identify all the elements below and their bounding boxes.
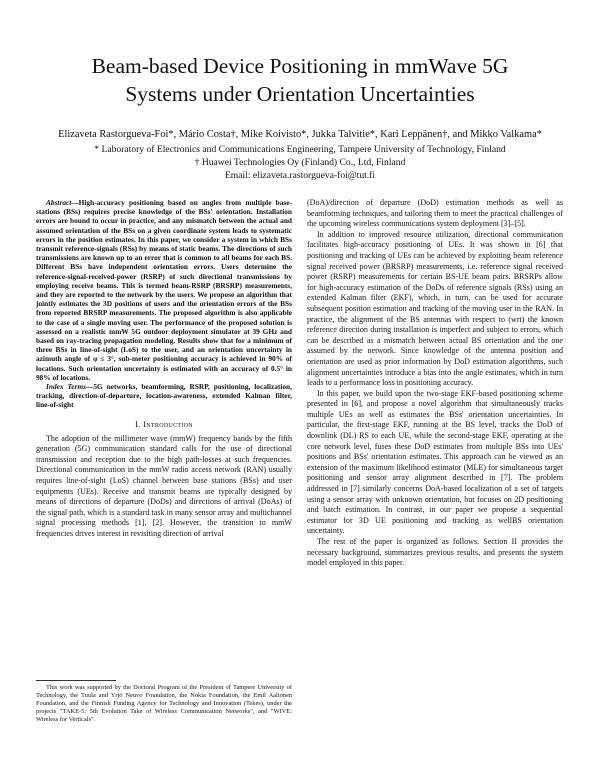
title-line-1: Beam-based Device Positioning in mmWave 5G [91, 54, 509, 78]
section-title: Introduction [143, 418, 193, 429]
index-terms [36, 382, 292, 410]
abstract-text: —High-accuracy positioning based on angles from multiple base-stations (BSs) requires precise knowledge of the BSs' orientation. Installation errors are bound to occur in practice, and any mismatch between the actual and assumed orientation of the BSs on a given coordinate system leads to systematic errors in the position estimates. In this paper, we consider a system in which BSs transmit reference-signals (RSs) by means of static beams. The directions of such transmissions are known up to an error that is common to all beams for each BS. Different BSs have independent orientation errors. Users determine the reference-signal-received-power (RSRP) of such directional transmissions by employing receive beams. This is termed beam-RSRP (BRSRP) measurements, and they are reported to the network by the users. We propose an algorithm that jointly estimates the 3D positions of users and the orientation errors of the BSs from reported BRSRP measurements. The proposed algorithm is also applicable to the case of a single moving user. The performance of the proposed solution is assessed on a realistic mmW 5G outdoor deployment simulator at 39 GHz and based on ray-tracing propagation modeling. Results show that for a minimum of three BSs in line-of-sight (LoS) to the user, and an orientation uncertainty in azimuth angle of φ ≤ 3°, sub-meter positioning accuracy is achieved in 90% of locations. Such orientation uncertainty is estimated with an accuracy of 0.5° in 98% of locations. [36, 198, 292, 382]
section-numeral: I. [135, 418, 141, 429]
section-heading-introduction [36, 418, 292, 430]
footnote-divider [36, 680, 116, 681]
funding-footnote: This work was supported by the Doctoral Program of the President of Tampere University of Technology, the Tuula and Yrjö Neuvo Foundation, the Nokia Foundation, the Emil Aaltonen Foundation, and the Finnish Funding Agency for Technology and Innovation (Tekes), under the projects "TAKE-5: 5th Evolution Take of Wireless Communication Networks", and "WIVE: Wireless for Verticals". [36, 684, 292, 724]
abstract-label: Abstract [46, 198, 72, 207]
index-terms-text: —5G networks, beamforming, RSRP, positioning, localization, tracking, direction-of-departure, location-awareness, extended Kalman filter, line-of-sight [36, 382, 292, 410]
intro-paragraph-3: In this paper, we build upon the two-stage EKF-based positioning scheme presented in [6], and propose a novel algorithm that simultaneously tracks multiple UEs as well as estimates the BSs' orientation uncertainties. In particular, the first-stage EKF, running at the BS level, tracks the DoD of downlink (DL) RS to each UE, while the second-stage EKF, operating at the core network level, fuses these DoD estimates from multiple BSs into UEs' positions and BSs' orientation estimates. This approach can be viewed as an extension of the maximum likelihood estimator (MLE) for simultaneous target positioning and sensor array alignment described in [7]. The problem addressed in [7] similarly concerns DoA-based localization of a set of targets using a sensor array with unknown orientation, but focuses on 2D positioning and batch estimation. In contrast, in our paper we propose a sequential estimator for 3D UE positioning and tracking as wellBS orientation uncertainty. [307, 388, 563, 536]
paper-title [40, 52, 560, 108]
intro-paragraph-2: In addition to improved resource utilization, directional communication facilitates high-accuracy positioning of UEs. It was shown in [6] that positioning and tracking of UEs can be achieved by exploiting beam reference signal received power (BRSRP) measurements, i.e. reference signal received power (RSRP) measurements for certain BS-UE beam pairs. BRSRPs allow for high-accuracy estimation of the DoDs of reference signals (RSs) using an extended Kalman filter (EKF), which, in turn, can be used for accurate subsequent position estimation and tracking of the moving user in the RAN. In practice, the alignment of the BS antennas with respect to (wrt) the known reference direction during installation is imperfect and subject to errors, which can be described as a mismatch between actual BS orientation and the one assumed by the network. Since knowledge of the antenna position and orientation are used as prior information by DoD estimation algorithms, such alignment uncertainties introduce a bias into the angle estimates, which in turn leads to a performance loss in positioning accuracy. [307, 229, 563, 388]
abstract [36, 198, 292, 382]
author-block [30, 128, 570, 182]
footnote-area [36, 680, 292, 724]
intro-paragraph-1: The adoption of the millimeter wave (mmW) frequency bands by the fifth generation (5G) communication standard calls for the use of directional transmission and reception due to the high path-losses at such frequencies. Directional communication in the mmW radio access network (RAN) usually requires line-of-sight (LoS) channel between base stations (BSs) and user equipments (UEs). Receive and transmit beams are typically designed by means of directions of departure (DoDs) and directions of arrival (DoAs) of the signal path, which is a standard task in many sensor array and multichannel signal processing methods [1], [2]. However, the transition to mmW frequencies drives interest in revisiting direction of arrival [36, 433, 292, 539]
title-line-2: Systems under Orientation Uncertainties [125, 82, 475, 106]
right-column [307, 198, 563, 569]
left-column [36, 198, 292, 540]
contact-email: Email: elizaveta.rastorgueva-foi@tut.fi [224, 170, 376, 181]
index-terms-label: Index Terms [46, 382, 86, 392]
affiliation-1: * Laboratory of Electronics and Communications Engineering, Tampere University of Technology, Finland [94, 144, 506, 155]
affiliation-2: † Huawei Technologies Oy (Finland) Co., Ltd, Finland [194, 157, 406, 168]
author-list: Elizaveta Rastorgueva-Foi*, Mário Costa†, Mike Koivisto*, Jukka Talvitie*, Kari Leppänen†, and Mikko Valkama* [58, 129, 542, 140]
intro-paragraph-1-continued: (DoA)/direction of departure (DoD) estimation methods as well as beamforming techniques, and tailoring them to meet the practical challenges of the upcoming wireless communications system deployment [3]–[5]. [307, 198, 563, 229]
intro-paragraph-4: The rest of the paper is organized as follows. Section II provides the necessary background, summarizes previous results, and presents the system model employed in this paper. [307, 537, 563, 568]
